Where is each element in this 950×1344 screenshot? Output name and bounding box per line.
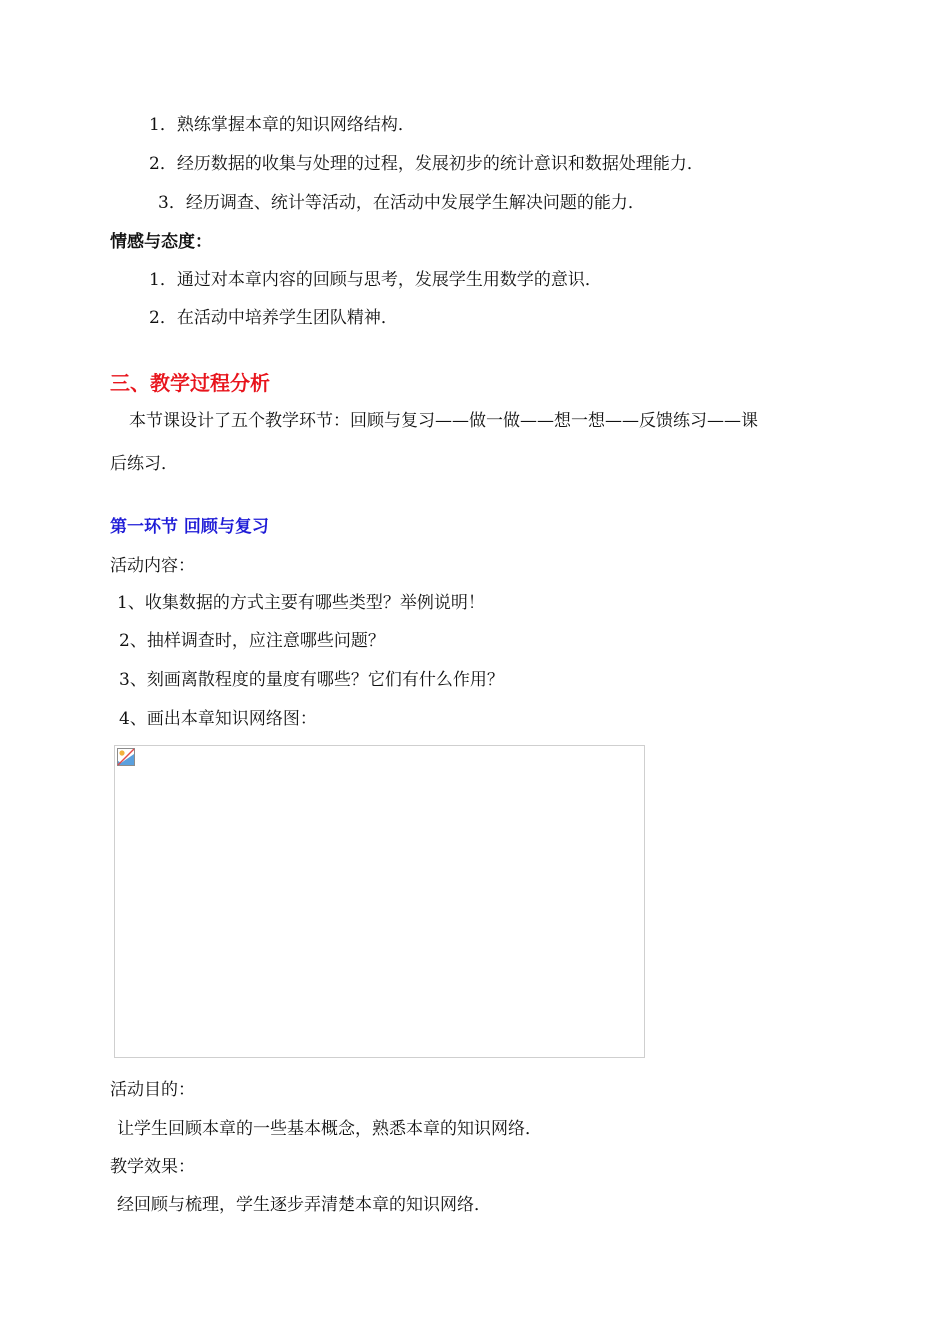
attitude-heading: 情感与态度： xyxy=(110,232,212,252)
effect-text: 经回顾与梳理，学生逐步弄清楚本章的知识网络． xyxy=(117,1195,491,1215)
stage-title: 第一环节 回顾与复习 xyxy=(110,517,269,537)
section-intro-line-1: 本节课设计了五个教学环节：回顾与复习——做一做——想一想——反馈练习——课 xyxy=(129,411,758,431)
question-3: 3、刻画离散程度的量度有哪些？它们有什么作用？ xyxy=(119,670,504,690)
purpose-label: 活动目的： xyxy=(110,1080,195,1100)
question-1: 1、收集数据的方式主要有哪些类型？举例说明！ xyxy=(117,593,485,613)
question-2: 2、抽样调查时，应注意哪些问题？ xyxy=(119,631,385,651)
section-intro-line-2: 后练习． xyxy=(110,454,178,474)
effect-label: 教学效果： xyxy=(110,1157,195,1177)
objective-2: 2．经历数据的收集与处理的过程，发展初步的统计意识和数据处理能力． xyxy=(149,154,704,174)
question-4: 4、画出本章知识网络图： xyxy=(119,709,317,729)
knowledge-network-image xyxy=(114,745,645,1058)
attitude-1: 1．通过对本章内容的回顾与思考，发展学生用数学的意识． xyxy=(149,270,602,290)
objective-1: 1．熟练掌握本章的知识网络结构． xyxy=(149,115,415,135)
content-label: 活动内容： xyxy=(110,556,195,576)
section-title: 三、教学过程分析 xyxy=(110,371,270,395)
broken-image-icon xyxy=(117,748,135,766)
objective-3: 3．经历调查、统计等活动，在活动中发展学生解决问题的能力． xyxy=(158,193,645,213)
attitude-2: 2．在活动中培养学生团队精神． xyxy=(149,308,398,328)
purpose-text: 让学生回顾本章的一些基本概念，熟悉本章的知识网络． xyxy=(117,1119,542,1139)
